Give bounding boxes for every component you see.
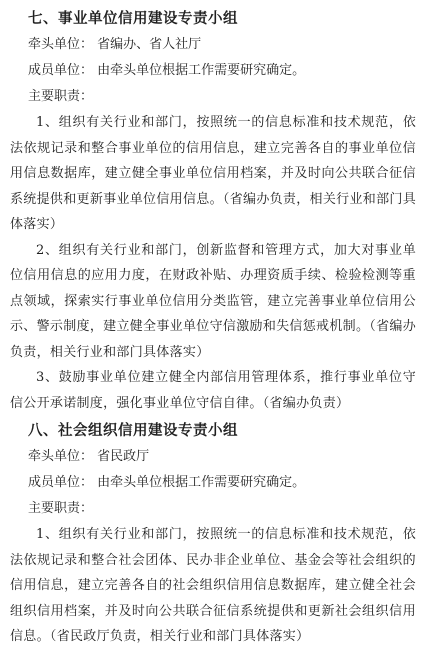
section-7-heading: 七、事业单位信用建设专责小组	[28, 11, 238, 27]
section-8	[10, 418, 416, 650]
section-7-duty-2: 2、组织有关行业和部门，创新监督和管理方式，加大对事业单位信用信息的应用力度，在财政补贴、办理资质手续、检验检测等重点领域，探索实行事业单位信用分类监管，建立完善事业单位信用公示、警示制度，建立健全事业单位守信激励和失信惩戒机制。（省编办负责，相关行业和部门具体落实）	[10, 242, 416, 360]
section-7-duties-label: 主要职责：	[28, 89, 94, 104]
section-7	[10, 6, 416, 416]
section-8-lead-unit: 牵头单位： 省民政厅	[28, 449, 150, 464]
section-7-members: 成员单位： 由牵头单位根据工作需要研究确定。	[28, 63, 306, 78]
section-8-members: 成员单位： 由牵头单位根据工作需要研究确定。	[28, 475, 306, 490]
section-7-duty-3: 3、鼓励事业单位建立健全内部信用管理体系，推行事业单位守信公开承诺制度，强化事业单位守信自律。（省编办负责）	[10, 370, 416, 411]
section-7-lead-unit: 牵头单位： 省编办、省人社厅	[28, 37, 202, 52]
section-8-duties-label: 主要职责：	[28, 501, 94, 516]
section-7-duty-1: 1、组织有关行业和部门，按照统一的信息标准和技术规范，依法依规记录和整合事业单位的信用信息，建立完善各自的事业单位信用信息数据库，建立健全事业单位信用档案，并及时向公共联合征信系统提供和更新事业单位信用信息。（省编办负责，相关行业和部门具体落实）	[10, 115, 416, 232]
section-8-heading: 八、社会组织信用建设专责小组	[28, 423, 238, 439]
section-8-duty-1: 1、组织有关行业和部门，按照统一的信息标准和技术规范，依法依规记录和整合社会团体、民办非企业单位、基金会等社会组织的信用信息，建立完善各自的社会组织信用信息数据库，建立健全社会组织信用档案，并及时向公共联合征信系统提供和更新社会组织信用信息。（省民政厅负责，相关行业和部门具体落实）	[10, 527, 416, 644]
